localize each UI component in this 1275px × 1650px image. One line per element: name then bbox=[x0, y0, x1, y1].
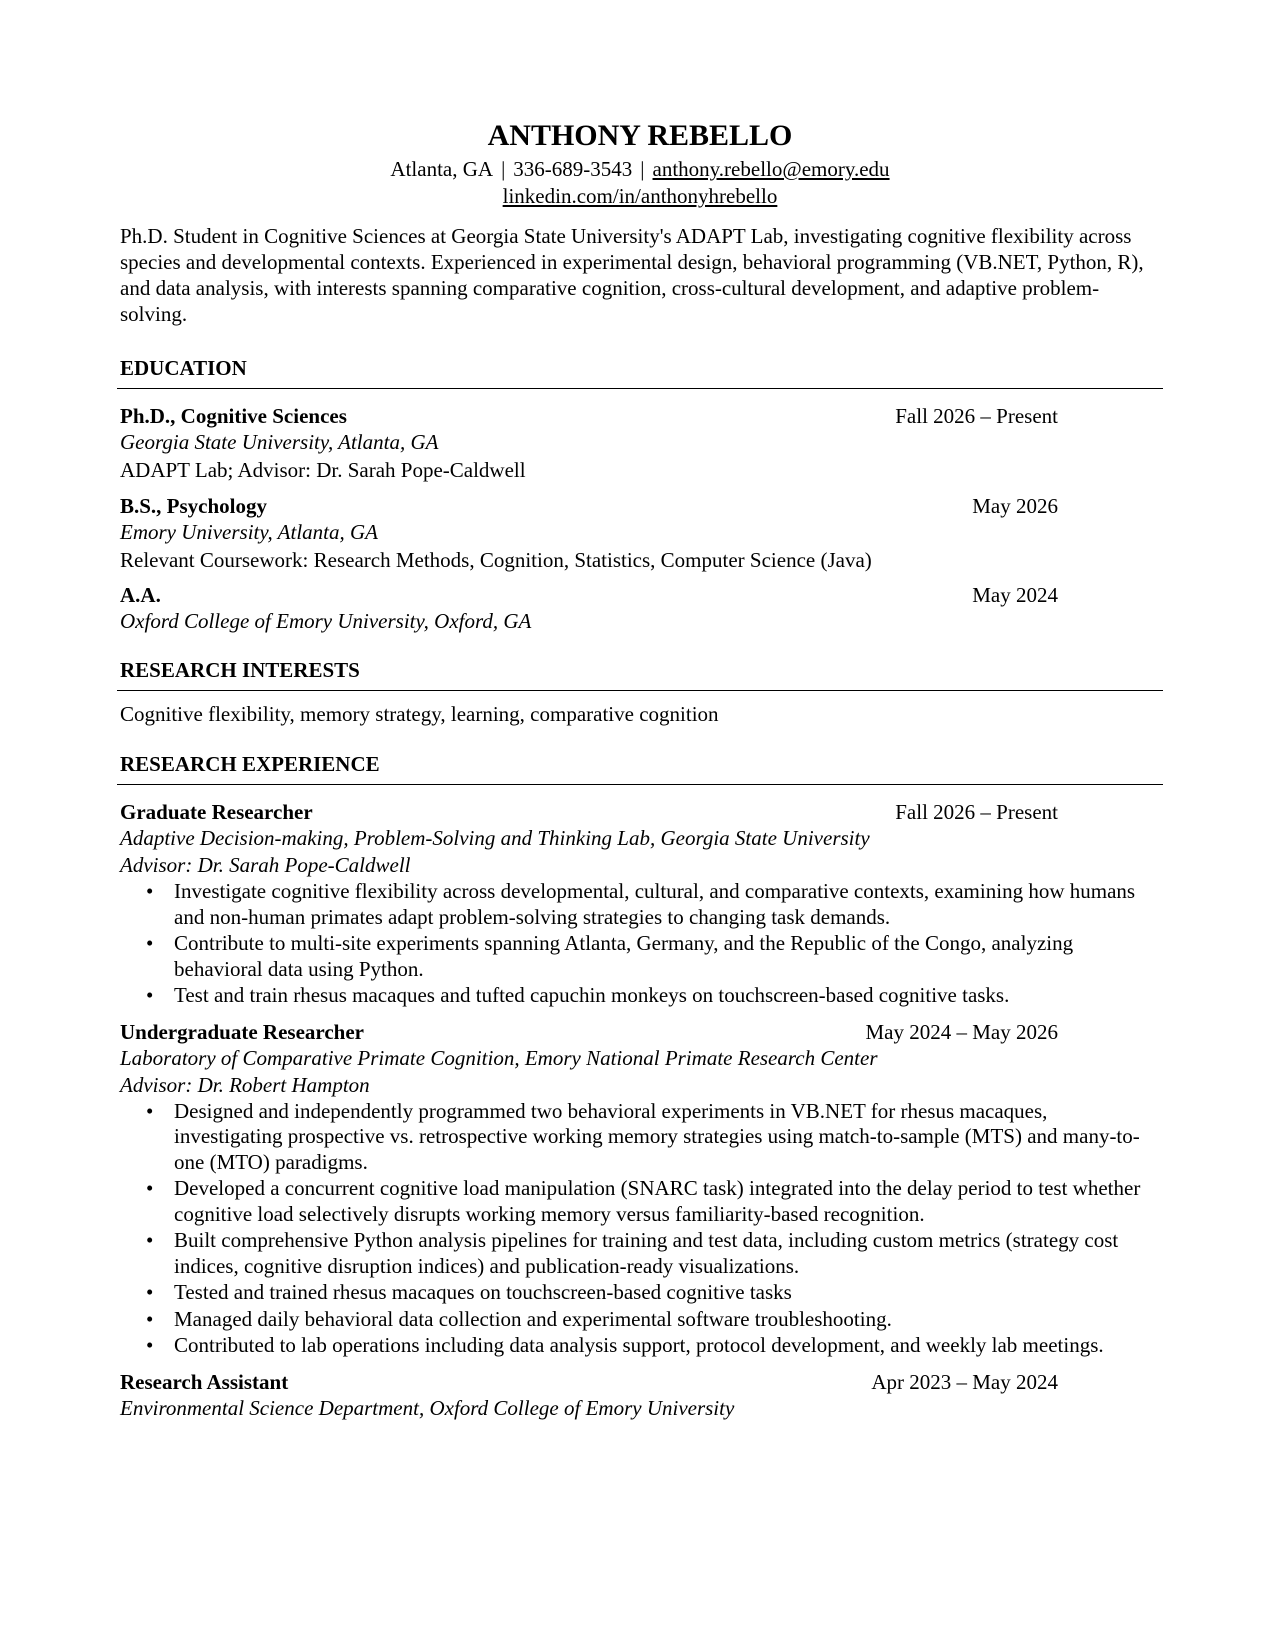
role: Undergraduate Researcher bbox=[120, 1019, 364, 1044]
resume-page bbox=[120, 110, 1160, 1422]
list-item bbox=[120, 1333, 1160, 1359]
bullet-text: Built comprehensive Python analysis pipelines for training and test data, including custom metrics (strategy cost indices, cognitive disruption indices) and publication-ready visualizations. bbox=[174, 1228, 1119, 1278]
bullet-text: Designed and independently programmed two behavioral experiments in VB.NET for rhesus macaques, investigating prospective vs. retrospective working memory strategies using match-to-sample (MTS) and many-to-one (MTO) paradigms. bbox=[174, 1098, 1140, 1174]
candidate-name: ANTHONY REBELLO bbox=[487, 119, 793, 152]
list-item bbox=[120, 931, 1160, 982]
school: Georgia State University, Atlanta, GA bbox=[120, 430, 439, 454]
bullet-list bbox=[120, 879, 1160, 1009]
bullet-text: Developed a concurrent cognitive load manipulation (SNARC task) integrated into the delay period to test whether cognitive load selectively disrupts working memory versus familiarity-based recognition. bbox=[174, 1176, 1141, 1226]
experience-entry bbox=[120, 1019, 1160, 1359]
list-item bbox=[120, 879, 1160, 930]
degree: Ph.D., Cognitive Sciences bbox=[120, 404, 347, 428]
advisor: Advisor: Dr. Robert Hampton bbox=[120, 1072, 370, 1097]
bullet-text: Investigate cognitive flexibility across developmental, cultural, and comparative contexts, examining how humans and non-human primates adapt problem-solving strategies to changing task demands. bbox=[174, 879, 1136, 929]
school: Oxford College of Emory University, Oxford, GA bbox=[120, 609, 532, 633]
organization: Laboratory of Comparative Primate Cognition, Emory National Primate Research Center bbox=[120, 1045, 878, 1070]
education-entry bbox=[120, 403, 1160, 485]
date: Apr 2023 – May 2024 bbox=[871, 1369, 1058, 1394]
date: May 2026 bbox=[972, 494, 1058, 518]
separator: | bbox=[640, 157, 645, 181]
bullet-list bbox=[120, 1099, 1160, 1359]
bullet-icon: • bbox=[146, 931, 154, 955]
email-link[interactable]: anthony.rebello@emory.edu bbox=[652, 157, 890, 181]
list-item bbox=[120, 1176, 1160, 1227]
role: Research Assistant bbox=[120, 1369, 289, 1394]
phone: 336-689-3543 bbox=[513, 157, 633, 181]
school: Emory University, Atlanta, GA bbox=[120, 520, 378, 544]
research-interests-heading: RESEARCH INTERESTS bbox=[120, 658, 360, 682]
bullet-icon: • bbox=[146, 879, 154, 903]
bullet-icon: • bbox=[146, 1176, 154, 1200]
date: May 2024 – May 2026 bbox=[865, 1019, 1058, 1044]
summary-paragraph: Ph.D. Student in Cognitive Sciences at Georgia State University's ADAPT Lab, investigating cognitive flexibility across species and developmental contexts. Experienced in experimental design, behavioral programming (VB.NET, Python, R), and data analysis, with interests spanning comparative cognition, cross-cultural development, and adaptive problem-solving. bbox=[120, 224, 1144, 326]
bullet-text: Contributed to lab operations including data analysis support, protocol development, and weekly lab meetings. bbox=[174, 1333, 1104, 1357]
list-item bbox=[120, 1228, 1160, 1279]
section-divider bbox=[117, 784, 1163, 785]
degree: B.S., Psychology bbox=[120, 494, 268, 518]
bullet-icon: • bbox=[146, 1280, 154, 1304]
list-item bbox=[120, 983, 1160, 1009]
section-divider bbox=[117, 690, 1163, 691]
advisor: Advisor: Dr. Sarah Pope-Caldwell bbox=[120, 853, 411, 877]
research-interests-text: Cognitive flexibility, memory strategy, learning, comparative cognition bbox=[120, 702, 719, 726]
bullet-icon: • bbox=[146, 1333, 154, 1357]
bullet-icon: • bbox=[146, 1098, 154, 1123]
education-heading: EDUCATION bbox=[120, 356, 247, 380]
date: Fall 2026 – Present bbox=[895, 404, 1058, 428]
research-experience-heading: RESEARCH EXPERIENCE bbox=[120, 752, 380, 776]
list-item bbox=[120, 1280, 1160, 1306]
linkedin-line bbox=[120, 183, 1160, 209]
bullet-text: Managed daily behavioral data collection and experimental software troubleshooting. bbox=[174, 1306, 892, 1331]
bullet-text: Tested and trained rhesus macaques on touchscreen-based cognitive tasks bbox=[174, 1280, 792, 1304]
education-detail: Relevant Coursework: Research Methods, Cognition, Statistics, Computer Science (Java) bbox=[120, 548, 872, 572]
organization: Environmental Science Department, Oxford College of Emory University bbox=[120, 1395, 735, 1420]
linkedin-link[interactable]: linkedin.com/in/anthonyhrebello bbox=[502, 184, 778, 208]
bullet-icon: • bbox=[146, 1306, 154, 1331]
date: May 2024 bbox=[972, 583, 1058, 607]
bullet-text: Contribute to multi-site experiments spanning Atlanta, Germany, and the Republic of the Congo, analyzing behavioral data using Python. bbox=[174, 931, 1074, 981]
bullet-icon: • bbox=[146, 1228, 154, 1252]
experience-entry bbox=[120, 1369, 1160, 1422]
experience-entry bbox=[120, 799, 1160, 1009]
separator: | bbox=[501, 157, 506, 181]
education-detail: ADAPT Lab; Advisor: Dr. Sarah Pope-Caldwell bbox=[120, 458, 526, 482]
contact-line bbox=[120, 156, 1160, 183]
bullet-icon: • bbox=[146, 983, 154, 1007]
role: Graduate Researcher bbox=[120, 800, 313, 824]
education-entry bbox=[120, 493, 1160, 574]
list-item bbox=[120, 1307, 1160, 1333]
organization: Adaptive Decision-making, Problem-Solving and Thinking Lab, Georgia State University bbox=[120, 826, 870, 850]
location: Atlanta, GA bbox=[390, 157, 494, 181]
list-item bbox=[120, 1099, 1160, 1176]
degree: A.A. bbox=[120, 583, 161, 607]
bullet-text: Test and train rhesus macaques and tufted capuchin monkeys on touchscreen-based cognitive tasks. bbox=[174, 983, 1010, 1007]
section-divider bbox=[117, 388, 1163, 389]
education-entry bbox=[120, 582, 1160, 635]
date: Fall 2026 – Present bbox=[895, 800, 1058, 824]
